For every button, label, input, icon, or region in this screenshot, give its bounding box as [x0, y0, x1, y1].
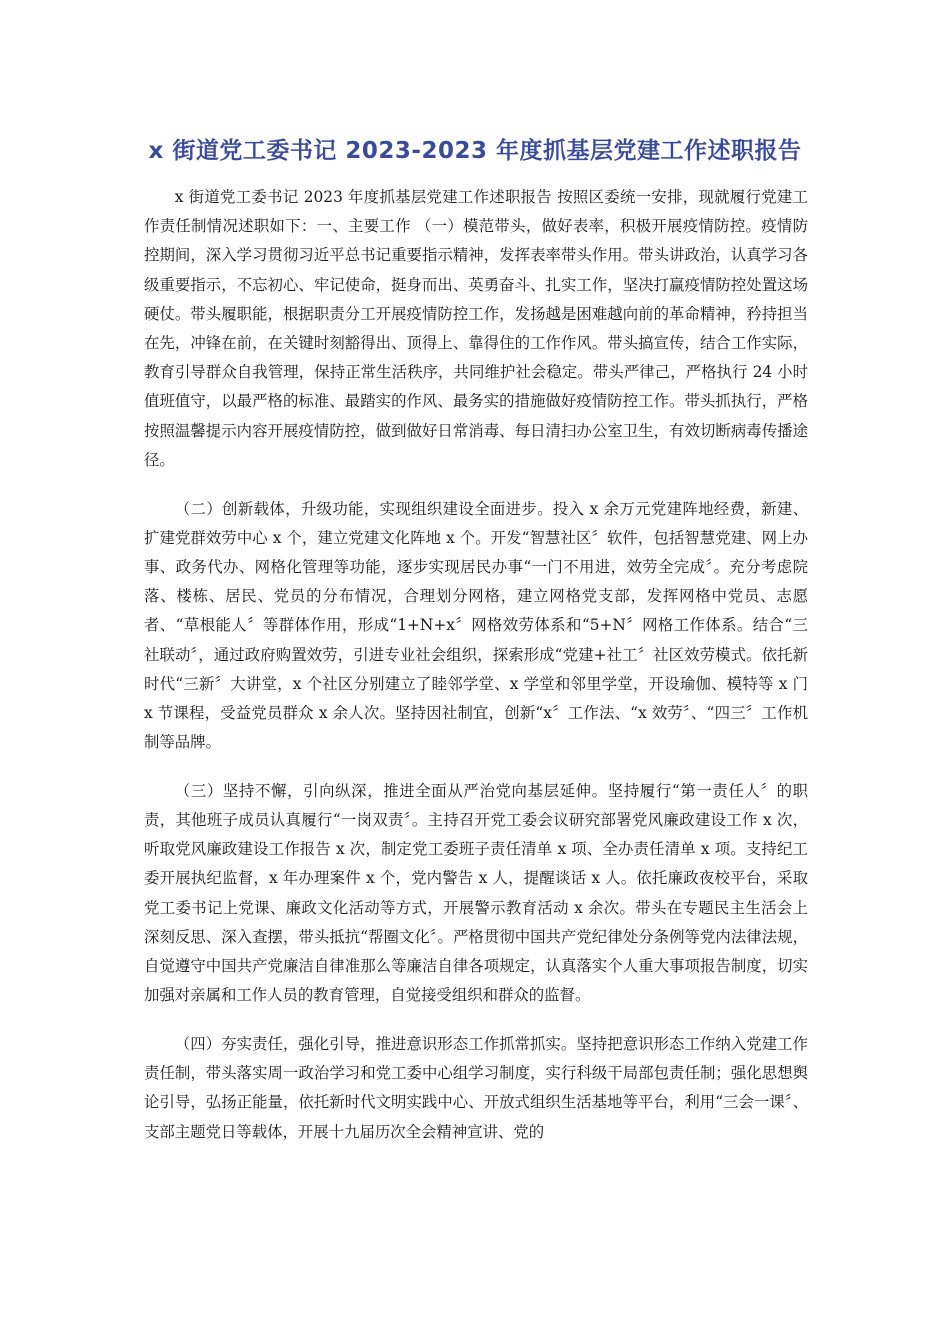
document-title: x 街道党工委书记 2023-2023 年度抓基层党建工作述职报告	[148, 138, 802, 164]
paragraph-2: （二）创新载体，升级功能，实现组织建设全面进步。投入 x 余万元党建阵地经费，新建、扩建党群效劳中心 x 个，建立党建文化阵地 x 个。开发“智慧社区〞软件，包括智慧党建、网上办事、政务代办、网格化管理等功能，逐步实现居民办事“一门不用进，效劳全完成〞。充分考虑院落、楼栋、居民、党员的分布情况，合理划分网格，建立网格党支部，发挥网格中党员、志愿者、“草根能人〞等群体作用，形成“1+N+x〞网格效劳体系和“5+N〞网格工作体系。结合“三社联动〞，通过政府购置效劳，引进专业社会组织，探索形成“党建+社工〞社区效劳模式。依托新时代“三新〞大讲堂，x 个社区分别建立了睦邻学堂、x 学堂和邻里学堂，开设瑜伽、模特等 x 门 x 节课程，受益党员群众 x 余人次。坚持因社制宜，创新“x〞工作法、“x 效劳〞、“四三〞工作机制等品牌。	[144, 499, 808, 752]
paragraph-1: x 街道党工委书记 2023 年度抓基层党建工作述职报告 按照区委统一安排，现就履行党建工作责任制情况述职如下：一、主要工作 （一）模范带头，做好表率，积极开展疫情防控。疫情防控期间，深入学习贯彻习近平总书记重要指示精神，发挥表率带头作用。带头讲政治，认真学习各级重要指示，不忘初心、牢记使命，挺身而出、英勇奋斗、扎实工作，坚决打赢疫情防控处置这场硬仗。带头履职能，根据职责分工开展疫情防控工作，发扬越是困难越向前的革命精神，矜持担当在先，冲锋在前，在关键时刻豁得出、顶得上、靠得住的工作作风。带头搞宣传，结合工作实际，教育引导群众自我管理，保持正常生活秩序，共同维护社会稳定。带头严律己，严格执行 24 小时值班值守，以最严格的标准、最踏实的作风、最务实的措施做好疫情防控工作。带头抓执行，严格按照温馨提示内容开展疫情防控，做到做好日常消毒、每日清扫办公室卫生，有效切断病毒传播途径。	[144, 188, 808, 469]
document-body	[144, 183, 808, 1166]
paragraph-4: （四）夯实责任，强化引导，推进意识形态工作抓常抓实。坚持把意识形态工作纳入党建工作责任制，带头落实周一政治学习和党工委中心组学习制度，实行科级干局部包责任制；强化思想舆论引导，弘扬正能量，依托新时代文明实践中心、开放式组织生活基地等平台，利用“三会一课〞、支部主题党日等载体，开展十九届历次全会精神宣讲、党的	[144, 1034, 808, 1141]
paragraph-3: （三）坚持不懈，引向纵深，推进全面从严治党向基层延伸。坚持履行“第一责任人〞的职责，其他班子成员认真履行“一岗双责〞。主持召开党工委会议研究部署党风廉政建设工作 x 次，听取党风廉政建设工作报告 x 次，制定党工委班子责任清单 x 项、全办责任清单 x 项。支持纪工委开展执纪监督，x 年办理案件 x 个，党内警告 x 人，提醒谈话 x 人。依托廉政夜校平台，采取党工委书记上党课、廉政文化活动等方式，开展警示教育活动 x 余次。带头在专题民主生活会上深刻反思、深入查摆，带头抵抗“帮圈文化〞。严格贯彻中国共产党纪律处分条例等党内法律法规，自觉遵守中国共产党廉洁自律准那么等廉洁自律各项规定，认真落实个人重大事项报告制度，切实加强对亲属和工作人员的教育管理，自觉接受组织和群众的监督。	[144, 781, 808, 1005]
